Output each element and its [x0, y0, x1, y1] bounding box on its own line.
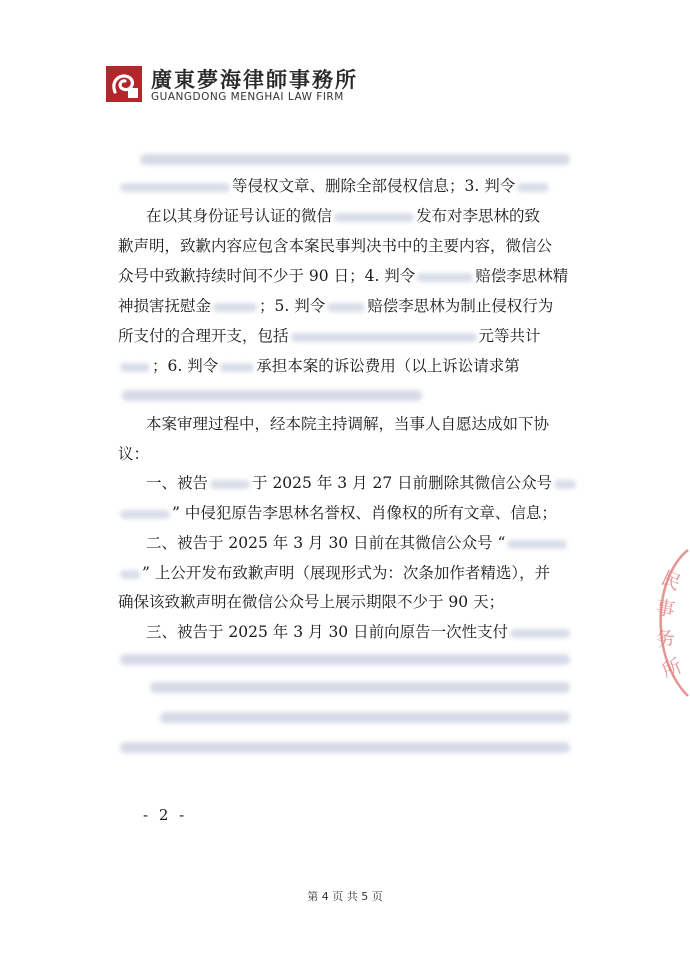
body-line-3: 歉声明，致歉内容应包含本案民事判决书中的主要内容，微信公: [118, 237, 553, 255]
redaction: [517, 183, 549, 192]
redaction: [220, 363, 254, 372]
redaction: [120, 363, 150, 372]
page-number: - 2 -: [143, 806, 188, 824]
para2-line-1: 本案审理过程中，经本院主持调解，当事人自愿达成如下协: [146, 415, 550, 433]
redacted-line: [122, 390, 422, 401]
redaction: [507, 540, 567, 549]
item-2-line-3: 确保该致歉声明在微信公众号上展示期限不少于 90 天；: [118, 593, 505, 611]
redacted-line: [120, 654, 570, 665]
redaction: [120, 183, 230, 192]
page-footer: 第 4 页 共 5 页: [307, 890, 383, 903]
redaction: [120, 510, 170, 519]
redacted-line: [120, 742, 570, 753]
body-line-1: 等侵权文章、删除全部侵权信息；3. 判令: [118, 176, 551, 196]
redacted-line: [160, 712, 570, 723]
item-2-line-1: 二、被告于 2025 年 3 月 30 日前在其微信公众号 “: [146, 533, 569, 553]
redacted-line: [150, 682, 570, 693]
body-line-6: 所支付的合理开支，包括 元等共计: [118, 327, 541, 345]
body-line-5: 神损害抚慰金 ；5. 判令 赔偿李思林为制止侵权行为: [118, 297, 554, 315]
item-1-line-2: ” 中侵犯原告李思林名誉权、肖像权的所有文章、信息；: [118, 503, 557, 523]
redacted-line: [140, 154, 570, 165]
para2-line-2: 议：: [118, 445, 150, 463]
redaction: [327, 303, 365, 312]
body-line-2: 在以其身份证号认证的微信 发布对李思林的致: [146, 207, 541, 225]
redaction: [291, 333, 477, 342]
item-1-line-1: 一、被告 于 2025 年 3 月 27 日前删除其微信公众号: [146, 473, 578, 493]
redaction: [334, 213, 414, 222]
firm-name-cn: 廣東夢海律師事務所: [151, 67, 358, 92]
redaction: [554, 480, 576, 489]
red-seal-stamp: 民 事 务 所: [648, 548, 690, 698]
body-line-4: 众号中致歉持续时间不少于 90 日；4. 判令 赔偿李思林精: [118, 267, 569, 285]
firm-name-en: GUANGDONG MENGHAI LAW FIRM: [151, 91, 344, 103]
redaction: [417, 273, 473, 282]
redaction: [210, 480, 250, 489]
redaction: [510, 629, 570, 638]
item-3-line-1: 三、被告于 2025 年 3 月 30 日前向原告一次性支付: [146, 622, 572, 642]
law-firm-logo: [106, 66, 142, 102]
body-line-7: ；6. 判令 承担本案的诉讼费用（以上诉讼请求第: [118, 356, 520, 376]
item-2-line-2: ” 上公开发布致歉声明（展现形式为：次条加作者精选），并: [118, 563, 550, 583]
redaction: [213, 303, 257, 312]
redaction: [120, 570, 140, 579]
